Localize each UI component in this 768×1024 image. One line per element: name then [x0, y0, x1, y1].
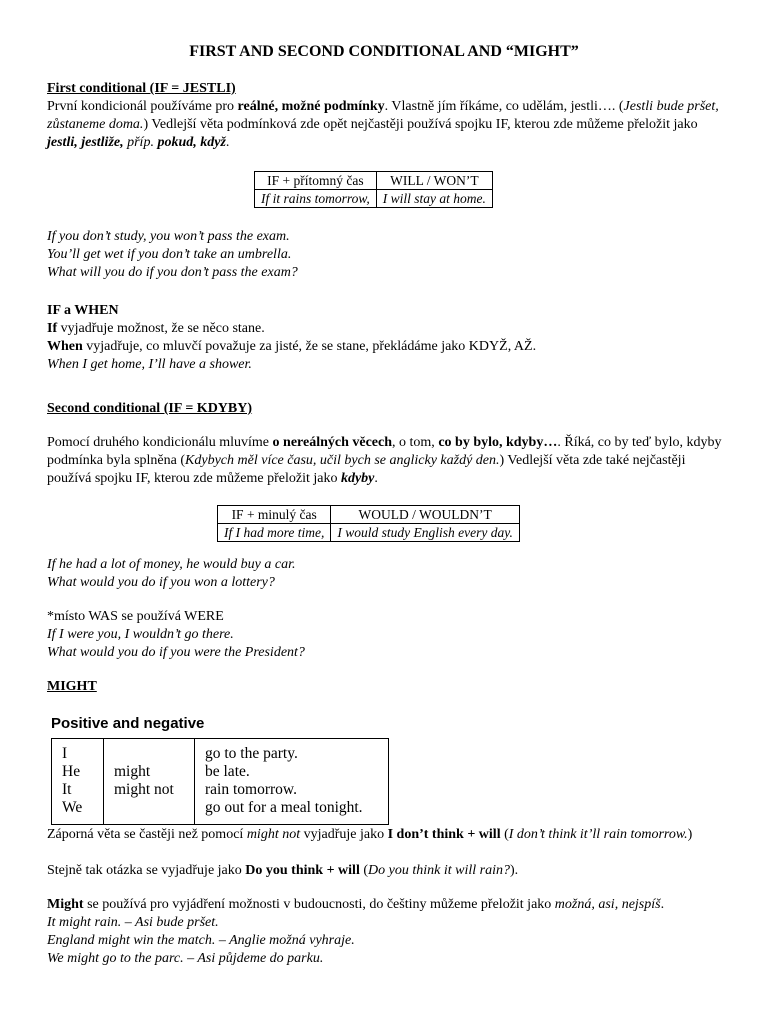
text-run: vyjadřuje jako	[300, 827, 388, 842]
text-run: o nereálných věcech	[272, 435, 393, 450]
table-header-would: WOULD / WOULDN’T	[331, 506, 519, 524]
text-run: I don’t think it’ll rain tomorrow.	[508, 827, 688, 842]
text-run: .	[374, 471, 378, 486]
second-conditional-table	[217, 505, 520, 542]
text-run: Stejně tak otázka se vyjadřuje jako	[47, 863, 246, 878]
text-run: jestli, jestliže,	[47, 135, 124, 150]
might-examples	[47, 914, 727, 968]
text-run: .	[660, 897, 665, 912]
text-run: Might	[47, 897, 84, 912]
verb-cell: be late.	[205, 763, 250, 780]
text-run: ).	[509, 863, 519, 878]
example-line: What would you do if you were the President?	[47, 645, 305, 660]
text-run: pokud, když	[157, 135, 226, 150]
first-conditional-table	[254, 171, 493, 208]
page-title: FIRST AND SECOND CONDITIONAL AND “MIGHT”	[189, 43, 579, 60]
table-header-if: IF + přítomný čas	[255, 172, 377, 190]
first-conditional-paragraph	[47, 98, 727, 152]
second-conditional-paragraph	[47, 434, 727, 488]
text-run: Do you think it will rain?	[368, 863, 510, 878]
table-header-will: WILL / WON’T	[376, 172, 492, 190]
text-run: ) Vedlejší věta podmínková zde opět nejčastěji používá spojku IF, kterou zde můžeme přeložit jako	[143, 117, 698, 132]
text-run: možná, asi, nejspíš	[554, 897, 661, 912]
text-run: )	[687, 827, 693, 842]
text-run: I don’t think + will	[387, 827, 501, 842]
verbs-column	[195, 739, 389, 825]
example-line: If he had a lot of money, he would buy a car.	[47, 557, 296, 572]
when-label: When	[47, 339, 83, 354]
modal-cell: might	[114, 763, 151, 780]
verb-cell: rain tomorrow.	[205, 781, 297, 798]
table-cell-if-clause: If it rains tomorrow,	[255, 190, 377, 208]
text-run: , o tom,	[392, 435, 439, 450]
table-header-if: IF + minulý čas	[218, 506, 331, 524]
text-run: . Říká, co by teď bylo, kdyby podmínka byla splněna (	[47, 435, 722, 468]
table-cell-main-clause: I would study English every day.	[331, 524, 519, 542]
example-line: What will you do if you don’t pass the exam?	[47, 265, 298, 280]
text-run: co by bylo, kdyby…	[438, 435, 558, 450]
text-run: (	[500, 827, 509, 842]
modal-cell	[114, 799, 186, 817]
text-run: (	[359, 863, 369, 878]
subject-cell: He	[62, 763, 81, 780]
example-line: What would you do if you won a lottery?	[47, 575, 275, 590]
table-cell-main-clause: I will stay at home.	[376, 190, 492, 208]
if-text: vyjadřuje možnost, že se něco stane.	[57, 321, 265, 336]
second-conditional-examples	[47, 556, 727, 592]
text-run: příp.	[127, 135, 154, 150]
text-run: Do you think + will	[245, 863, 360, 878]
if-when-heading: IF a WHEN	[47, 303, 119, 318]
might-usage-paragraph	[47, 896, 727, 914]
verb-cell: go out for a meal tonight.	[205, 799, 363, 816]
might-question-paragraph	[47, 862, 727, 880]
second-conditional-heading: Second conditional (IF = KDYBY)	[47, 401, 253, 416]
might-heading: MIGHT	[47, 679, 97, 694]
text-run: reálné, možné podmínky	[237, 99, 385, 114]
example-line: You’ll get wet if you don’t take an umbrella.	[47, 247, 292, 262]
text-run: . Vlastně jím říkáme, co udělám, jestli…. (	[384, 99, 624, 114]
modals-column	[104, 739, 195, 825]
text-run: kdyby	[340, 471, 375, 486]
when-example: When I get home, I’ll have a shower.	[47, 357, 252, 372]
text-run: Záporná věta se častěji než pomocí	[47, 827, 247, 842]
verb-cell: go to the party.	[205, 745, 298, 762]
text-run: se používá pro vyjádření možnosti v budoucnosti, do češtiny můžeme přeložit jako	[83, 897, 555, 912]
text-run: Kdybych měl více času, učil bych se anglicky každý den.	[185, 453, 500, 468]
table-cell-if-clause: If I had more time,	[218, 524, 331, 542]
example-line: England might win the match. – Anglie možná vyhraje.	[47, 933, 355, 948]
first-conditional-heading: First conditional (IF = JESTLI)	[47, 81, 236, 96]
when-line	[47, 338, 727, 356]
when-text: vyjadřuje, co mluvčí považuje za jisté, že se stane, překládáme jako KDYŽ, AŽ.	[82, 339, 537, 354]
text-run: Jestli bude pršet, zůstaneme doma.	[47, 99, 719, 132]
might-negative-paragraph	[47, 826, 727, 844]
subject-cell: It	[62, 781, 72, 798]
text-run: Pomocí druhého kondicionálu mluvíme	[47, 435, 273, 450]
were-note: *místo WAS se používá WERE	[47, 609, 224, 624]
subject-cell: I	[62, 745, 68, 762]
modal-cell: might not	[114, 781, 174, 798]
subject-cell: We	[62, 799, 83, 816]
might-table	[51, 738, 389, 825]
text-run: .	[225, 135, 230, 150]
example-line: It might rain. – Asi bude pršet.	[47, 915, 219, 930]
positive-negative-subheading: Positive and negative	[51, 715, 205, 732]
example-line: If you don’t study, you won’t pass the exam.	[47, 229, 290, 244]
text-run: ) Vedlejší věta zde také nejčastěji používá spojku IF, kterou zde můžeme přeložit jako	[47, 453, 686, 486]
example-line: If I were you, I wouldn’t go there.	[47, 627, 234, 642]
example-line: We might go to the parc. – Asi půjdeme do parku.	[47, 951, 324, 966]
modal-cell	[114, 745, 186, 763]
if-label: If	[47, 321, 58, 336]
text-run: might not	[246, 827, 301, 842]
were-examples	[47, 626, 727, 662]
if-line	[47, 320, 727, 338]
first-conditional-examples	[47, 228, 727, 282]
subjects-column	[52, 739, 104, 825]
text-run: První kondicionál používáme pro	[47, 99, 238, 114]
